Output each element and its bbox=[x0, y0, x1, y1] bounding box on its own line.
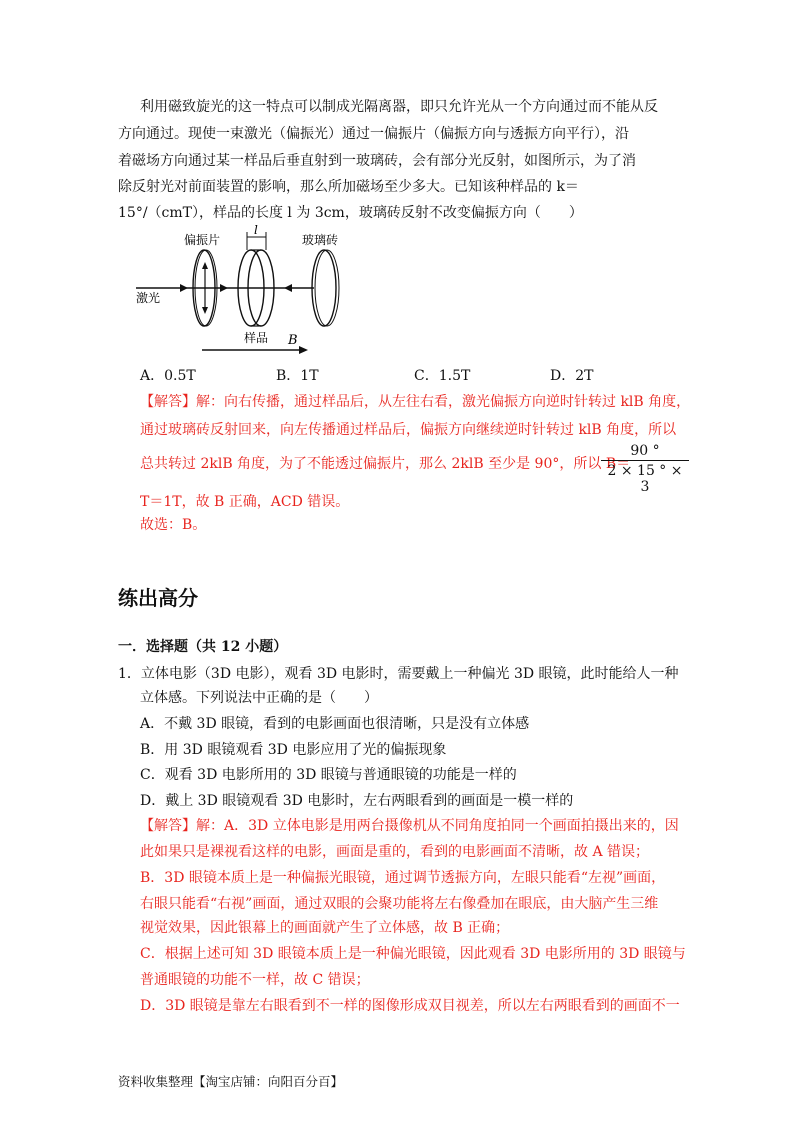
fraction bbox=[601, 443, 689, 495]
problem-line-3: 着磁场方向通过某一样品后垂直射到一玻璃砖，会有部分光反射，如图所示，为了消 bbox=[118, 153, 636, 169]
problem-line-2: 方向通过。现使一束激光（偏振光）通过一偏振片（偏振方向与透振方向平行），沿 bbox=[118, 126, 629, 142]
q1-answer-line-6: C．根据上述可知 3D 眼镜本质上是一种偏光眼镜，因此观看 3D 电影所用的 3D 眼镜与 bbox=[140, 946, 686, 962]
left-arrow bbox=[284, 284, 292, 292]
q1-answer-line-4: 右眼只能看“右视”画面，通过双眼的会聚功能将左右像叠加在眼底，由大脑产生三维 bbox=[140, 896, 659, 912]
polarizer-label: 偏振片 bbox=[184, 233, 221, 247]
q1-option-b: B．用 3D 眼镜观看 3D 电影应用了光的偏振现象 bbox=[140, 742, 447, 758]
answer-line-2: 通过玻璃砖反射回来，向左传播通过样品后，偏振方向继续逆时针转过 klB 角度，所以 bbox=[140, 422, 677, 438]
q1-option-a: A．不戴 3D 眼镜，看到的电影画面也很清晰，只是没有立体感 bbox=[140, 716, 530, 732]
b-label: B bbox=[288, 333, 298, 348]
q1-answer-line-2: 此如果只是裸视看这样的电影，画面是重的，看到的电影画面不清晰，故 A 错误； bbox=[140, 844, 650, 860]
glass-label: 玻璃砖 bbox=[302, 233, 339, 247]
answer-line-5: 故选：B。 bbox=[140, 517, 207, 533]
q1-stem-line-2: 立体感。下列说法中正确的是（ ） bbox=[140, 690, 378, 706]
answer-line-1: 【解答】解：向右传播，通过样品后，从左往右看，激光偏振方向逆时针转过 klB 角度， bbox=[140, 394, 691, 410]
section-title: 练出高分 bbox=[118, 586, 198, 610]
q1-answer-line-5: 视觉效果，因此银幕上的画面就产生了立体感，故 B 正确； bbox=[140, 920, 510, 936]
answer-line-4: T＝1T，故 B 正确，ACD 错误。 bbox=[140, 494, 350, 510]
option-c: C．1.5T bbox=[414, 368, 471, 384]
q1-stem-line-1: 1．立体电影（3D 电影），观看 3D 电影时，需要戴上一种偏光 3D 眼镜，此时能给人一种 bbox=[118, 666, 679, 682]
option-d: D．2T bbox=[550, 368, 594, 384]
sample-label: 样品 bbox=[244, 331, 269, 345]
q1-answer-line-1: 【解答】解：A．3D 立体电影是用两台摄像机从不同角度拍同一个画面拍摄出来的，因 bbox=[140, 818, 679, 834]
right-arrow-1 bbox=[180, 284, 188, 292]
l-label: l bbox=[254, 224, 258, 237]
problem-line-5: 15°/（cmT），样品的长度 l 为 3cm，玻璃砖反射不改变偏振方向（ ） bbox=[118, 205, 583, 221]
fraction-numerator: 90 ° bbox=[601, 443, 689, 461]
footer: 资料收集整理【淘宝店铺：向阳百分百】 bbox=[118, 1074, 344, 1089]
q1-answer-line-3: B．3D 眼镜本质上是一种偏振光眼镜，通过调节透振方向，左眼只能看“左视”画面， bbox=[140, 870, 666, 886]
option-a: A．0.5T bbox=[140, 368, 196, 384]
right-arrow-2 bbox=[220, 284, 228, 292]
q1-answer-line-8: D．3D 眼镜是靠左右眼看到不一样的图像形成双目视差，所以左右两眼看到的画面不一 bbox=[140, 998, 680, 1014]
q1-option-c: C．观看 3D 电影所用的 3D 眼镜与普通眼镜的功能是一样的 bbox=[140, 767, 517, 783]
problem-line-4: 除反射光对前面装置的影响，那么所加磁场至少多大。已知该种样品的 k＝ bbox=[118, 179, 579, 195]
subsection-title: 一．选择题（共 12 小题） bbox=[118, 639, 288, 655]
answer-line-3: 总共转过 2klB 角度，为了不能透过偏振片，那么 2klB 至少是 90°，所以 B＝ bbox=[140, 456, 631, 472]
laser-label: 激光 bbox=[136, 291, 161, 305]
q1-option-d: D．戴上 3D 眼镜观看 3D 电影时，左右两眼看到的画面是一模一样的 bbox=[140, 793, 574, 809]
problem-line-1: 利用磁致旋光的这一特点可以制成光隔离器，即只允许光从一个方向通过而不能从反 bbox=[140, 99, 658, 115]
optics-diagram bbox=[136, 224, 396, 364]
q1-answer-line-7: 普通眼镜的功能不一样，故 C 错误； bbox=[140, 972, 370, 988]
fraction-denominator: 2 × 15 ° × 3 bbox=[607, 463, 683, 495]
option-b: B．1T bbox=[276, 368, 319, 384]
glass-brick bbox=[312, 250, 336, 326]
